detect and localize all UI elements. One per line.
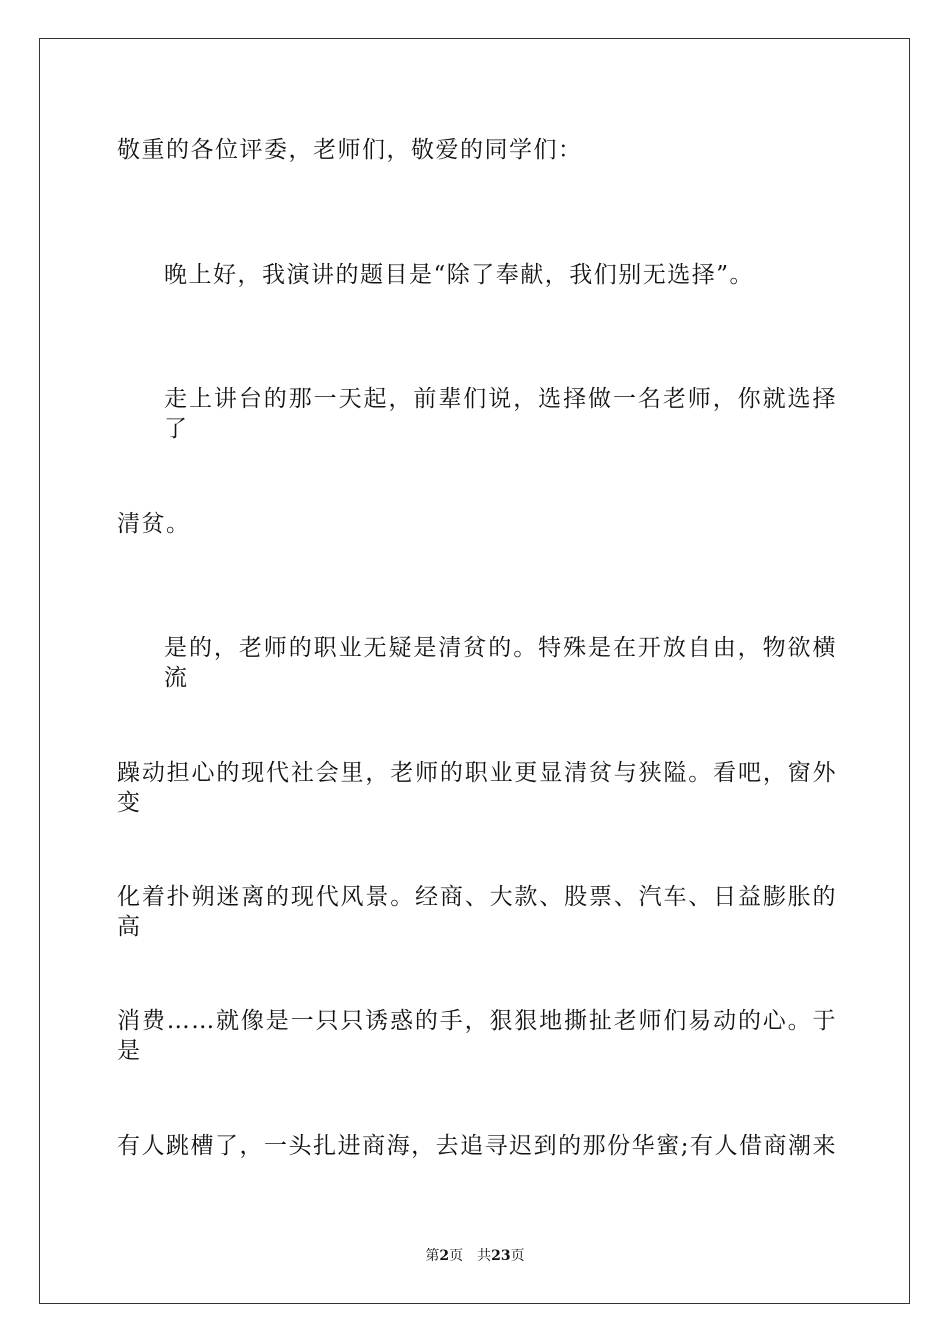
paragraph-line: 晚上好，我演讲的题目是“除了奉献，我们别无选择”。: [164, 262, 755, 288]
paragraph-line: 躁动担心的现代社会里，老师的职业更显清贫与狭隘。看吧，窗外变: [117, 760, 837, 816]
page-footer: [0, 1247, 950, 1265]
paragraph-line: 清贫。: [117, 511, 191, 537]
page-prefix: 第: [425, 1248, 440, 1264]
paragraph-line: 有人跳槽了，一头扎进商海，去追寻迟到的那份华蜜;有人借商潮来: [117, 1133, 837, 1159]
total-pages: 23: [491, 1248, 511, 1264]
paragraph-line: 化着扑朔迷离的现代风景。经商、大款、股票、汽车、日益膨胀的高: [117, 884, 837, 940]
paragraph-line: 消费……就像是一只只诱惑的手，狠狠地撕扯老师们易动的心。于是: [117, 1008, 837, 1064]
page-number: 2: [439, 1248, 450, 1264]
paragraph-line: 走上讲台的那一天起，前辈们说，选择做一名老师，你就选择了: [164, 386, 837, 442]
total-prefix: 共: [477, 1248, 492, 1264]
salutation-line: 敬重的各位评委，老师们，敬爱的同学们：: [117, 137, 583, 163]
total-suffix: 页: [510, 1248, 525, 1264]
paragraph-line: 是的，老师的职业无疑是清贫的。特殊是在开放自由，物欲横流: [164, 635, 837, 691]
page-suffix: 页: [449, 1248, 464, 1264]
